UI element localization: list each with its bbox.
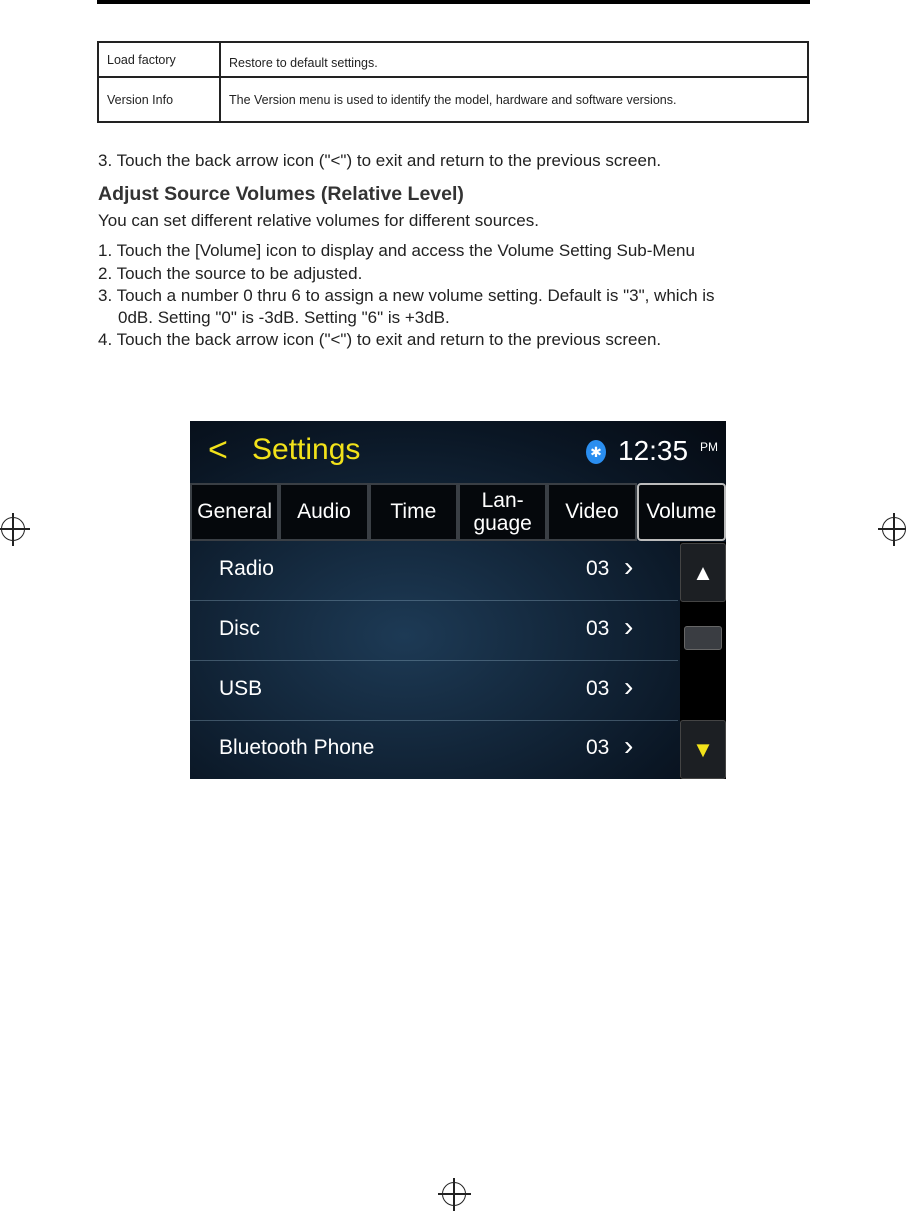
triangle-down-icon: ▼ (692, 736, 714, 762)
table-row (98, 77, 808, 122)
step-text: 4. Touch the back arrow icon ("<") to exit and return to the previous screen. (98, 330, 662, 349)
settings-table (97, 41, 809, 123)
table-cell-desc: The Version menu is used to identify the model, hardware and software versions. (220, 77, 808, 122)
clock-ampm: PM (700, 440, 718, 454)
list-item[interactable] (190, 720, 678, 779)
list-item[interactable] (190, 661, 678, 721)
chevron-right-icon: › (624, 730, 634, 761)
volume-value: 03 (586, 677, 610, 700)
tab-video[interactable]: Video (547, 483, 636, 541)
volume-value: 03 (586, 557, 610, 580)
tab-audio[interactable]: Audio (279, 483, 368, 541)
chevron-right-icon: › (624, 611, 634, 642)
scroll-thumb[interactable] (684, 626, 722, 650)
triangle-up-icon: ▲ (692, 559, 714, 585)
back-arrow-icon[interactable]: < (208, 431, 228, 469)
table-cell-desc: Restore to default settings. (220, 42, 808, 77)
scroll-up-button[interactable] (680, 543, 726, 602)
table-cell-name: Load factory (98, 42, 220, 77)
intro-text: You can set different relative volumes for different sources. (98, 211, 539, 230)
chevron-right-icon: › (624, 671, 634, 702)
step-text: 3. Touch the back arrow icon ("<") to exit and return to the previous screen. (98, 151, 662, 170)
step-text: 1. Touch the [Volume] icon to display and access the Volume Setting Sub-Menu (98, 241, 695, 260)
top-rule (97, 0, 810, 4)
registration-mark-icon (882, 517, 906, 541)
screen-header (190, 421, 726, 483)
step-text: 2. Touch the source to be adjusted. (98, 264, 363, 283)
settings-screenshot (190, 421, 726, 779)
volume-value: 03 (586, 617, 610, 640)
table-row (98, 42, 808, 77)
source-label: Bluetooth Phone (219, 736, 375, 759)
list-item[interactable] (190, 601, 678, 661)
source-label: Disc (219, 617, 260, 640)
list-item[interactable] (190, 541, 678, 601)
source-label: Radio (219, 557, 274, 580)
registration-mark-icon (1, 517, 25, 541)
registration-mark-icon (442, 1182, 466, 1206)
step-text: 0dB. Setting "0" is -3dB. Setting "6" is +3dB. (118, 308, 450, 327)
chevron-right-icon: › (624, 551, 634, 582)
tab-volume[interactable]: Volume (637, 483, 726, 541)
tab-general[interactable]: General (190, 483, 279, 541)
clock: 12:35 (618, 435, 689, 466)
tab-bar (190, 483, 726, 541)
table-cell-name: Version Info (98, 77, 220, 122)
scroll-down-button[interactable] (680, 720, 726, 779)
screen-title: Settings (252, 433, 361, 466)
tab-language[interactable]: Lan- guage (458, 483, 547, 541)
volume-value: 03 (586, 736, 610, 759)
bluetooth-icon: ✱ (586, 440, 606, 464)
source-label: USB (219, 677, 263, 700)
tab-time[interactable]: Time (369, 483, 458, 541)
step-text: 3. Touch a number 0 thru 6 to assign a new volume setting. Default is "3", which is (98, 286, 715, 305)
section-heading: Adjust Source Volumes (Relative Level) (98, 183, 464, 205)
scrollbar[interactable] (680, 542, 726, 779)
